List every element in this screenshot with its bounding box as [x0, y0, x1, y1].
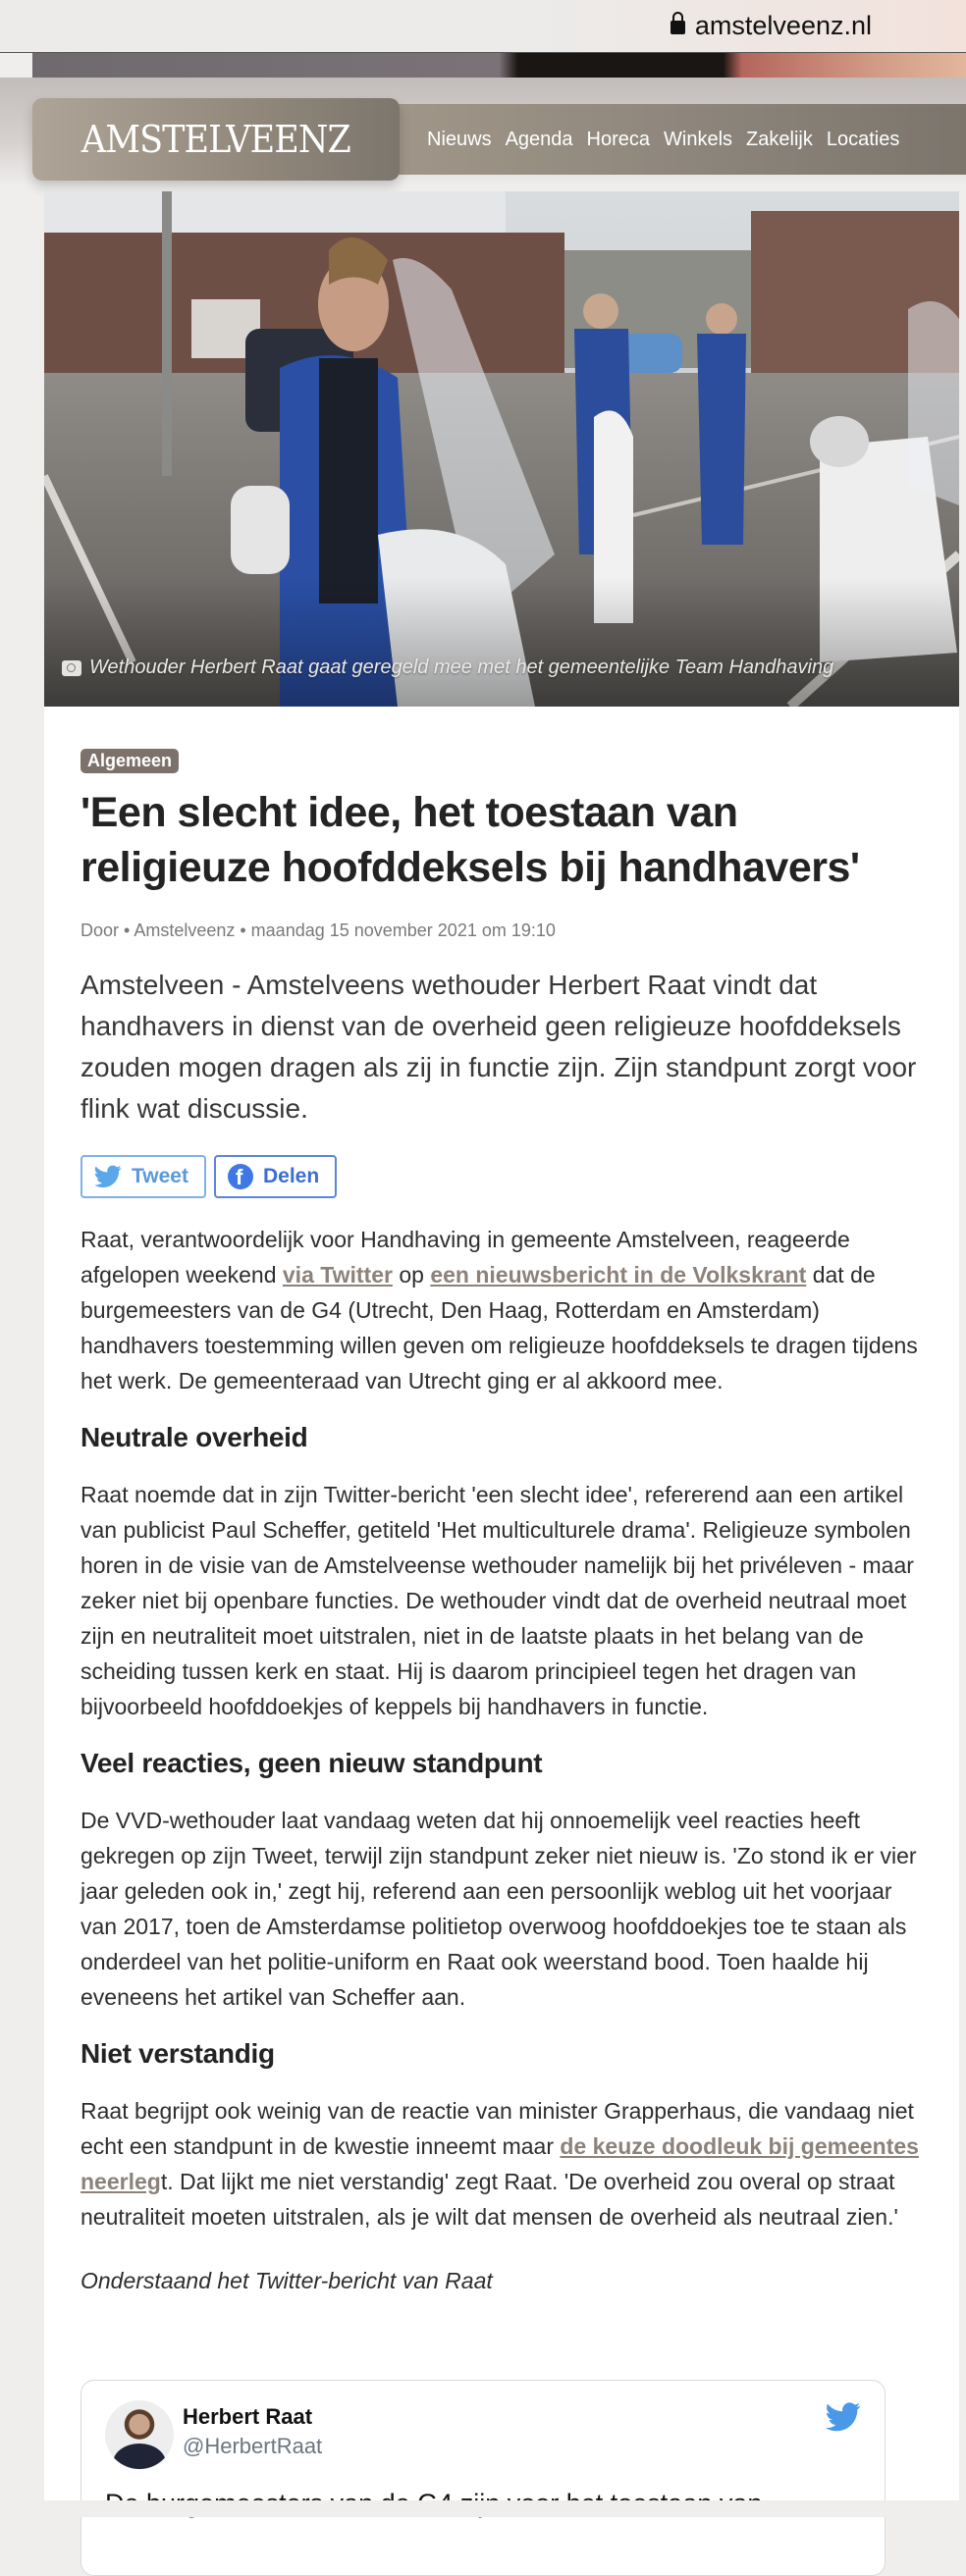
article-title: 'Een slecht idee, het toestaan van religieuze hoofddeksels bij handhavers' [80, 789, 860, 891]
link-keuze-gemeentes[interactable]: de keuze doodleuk bij gemeentes neerleg [80, 2133, 919, 2194]
p1-text-c: dat de burgemeesters van de G4 (Utrecht, Den Haag, Rotterdam en Amsterdam) handhavers toestemming willen geven om religieuze hoofddeksels te dragen tijdens het werk. De gemeenteraad van Utrecht ging er al akkoord mee. [80, 1262, 918, 1393]
paragraph-2: Raat noemde dat in zijn Twitter-bericht 'een slecht idee', refererend aan een artikel van publicist Paul Scheffer, getiteld 'Het multiculturele drama'. Religieuze symbolen horen in de visie van de Amstelveense wethouder namelijk bij het privéleven - maar zeker niet bij openbare functies. De wethouder vindt dat de overheid neutraal moet zijn en neutraliteit moet uitstralen, niet in de laatste plaats in het belang van de scheiding tussen kerk en staat. Hij is daarom principieel tegen het dragen van bijvoorbeeld hoofddoekjes of keppels bij handhavers in functie. [80, 1482, 914, 1719]
nav-item-winkels[interactable]: Winkels [664, 128, 733, 150]
tweet-author-name[interactable]: Herbert Raat [183, 2404, 313, 2429]
tweet-avatar[interactable] [105, 2400, 174, 2469]
nav-item-zakelijk[interactable]: Zakelijk [746, 128, 813, 150]
nav-item-horeca[interactable]: Horeca [586, 128, 651, 150]
facebook-label: Delen [263, 1165, 320, 1187]
article-meta: Door • Amstelveenz • maandag 15 november 2021 om 19:10 [80, 920, 556, 940]
p4-text-a: Raat begrijpt ook weinig van de reactie van minister Grapperhaus, die vandaag niet echt een standpunt in de kwestie inneemt maar [80, 2098, 914, 2159]
heading-niet-verstandig: Niet verstandig [80, 2038, 275, 2069]
paragraph-3: De VVD-wethouder laat vandaag weten dat hij onnoemelijk veel reacties heeft gekregen op zijn Tweet, terwijl zijn standpunt zeker niet nieuw is. 'Zo stond ik er vier jaar geleden ook in,' zegt hij, referend aan een persoonlijk weblog uit het voorjaar van 2017, toen de Amsterdamse politietop overwoog hoofddoekjes toe te staan als onderdeel van het politie-uniform en Raat ook weerstand bood. Toen haalde hij eveneens het artikel van Scheffer aan. [80, 1808, 917, 2010]
link-via-twitter[interactable]: via Twitter [282, 1262, 393, 1288]
facebook-icon [228, 1164, 253, 1189]
url-display[interactable] [671, 11, 872, 41]
banner-ad-strip [32, 53, 966, 78]
browser-address-bar[interactable] [0, 0, 966, 53]
nav-item-locaties[interactable]: Locaties [826, 128, 900, 150]
p1-text-a: Raat, verantwoordelijk voor Handhaving in gemeente Amstelveen, reageerde afgelopen weekend [80, 1227, 850, 1288]
paragraph-4 [80, 2093, 923, 2234]
nav-item-nieuws[interactable]: Nieuws [427, 128, 492, 150]
site-logo[interactable] [32, 98, 400, 181]
url-text: amstelveenz.nl [694, 11, 872, 40]
hero-image [44, 191, 959, 707]
article-content [80, 749, 923, 2294]
article-lead: Amstelveen - Amstelveens wethouder Herbert Raat vindt dat handhavers in dienst van de overheid geen religieuze hoofddeksels zouden mogen dragen als zij in functie zijn. Zijn standpunt zorgt voor flink wat discussie. [80, 970, 917, 1124]
link-volkskrant[interactable]: een nieuwsbericht in de Volkskrant [430, 1262, 807, 1288]
twitter-bird-icon[interactable] [826, 2402, 861, 2432]
share-buttons [80, 1155, 923, 1198]
nav-item-agenda[interactable]: Agenda [505, 128, 573, 150]
tweet-button[interactable] [80, 1155, 206, 1198]
site-header [32, 98, 966, 181]
embedded-tweet[interactable] [80, 2380, 886, 2576]
browser-bottom-edge [0, 2500, 966, 2517]
heading-veel-reacties: Veel reacties, geen nieuw standpunt [80, 1748, 543, 1778]
p4-text-b: t. Dat lijkt me niet verstandig' zegt Raat. 'De overheid zou overal op straat neutraliteit moeten uitstralen, als je wilt dat mensen de overheid als neutraal zien.' [80, 2169, 898, 2230]
category-badge[interactable]: Algemeen [80, 749, 179, 773]
lock-icon [671, 19, 685, 38]
embed-intro: Onderstaand het Twitter-bericht van Raat [80, 2268, 493, 2293]
twitter-icon [94, 1165, 122, 1188]
tweet-label: Tweet [132, 1165, 188, 1187]
hero-caption [62, 657, 833, 679]
paragraph-1 [80, 1222, 923, 1398]
p1-text-b: op [392, 1262, 431, 1288]
facebook-share-button[interactable] [214, 1155, 337, 1198]
camera-icon [62, 660, 81, 676]
main-nav [376, 104, 966, 175]
heading-neutrale-overheid: Neutrale overheid [80, 1422, 308, 1452]
article-card [44, 191, 959, 2517]
caption-text: Wethouder Herbert Raat gaat geregeld mee met het gemeentelijke Team Handhaving [89, 657, 834, 678]
tweet-author-handle[interactable]: @HerbertRaat [183, 2434, 323, 2458]
logo-text: AMSTELVEENZ [81, 118, 350, 161]
hero-photo [44, 191, 959, 707]
